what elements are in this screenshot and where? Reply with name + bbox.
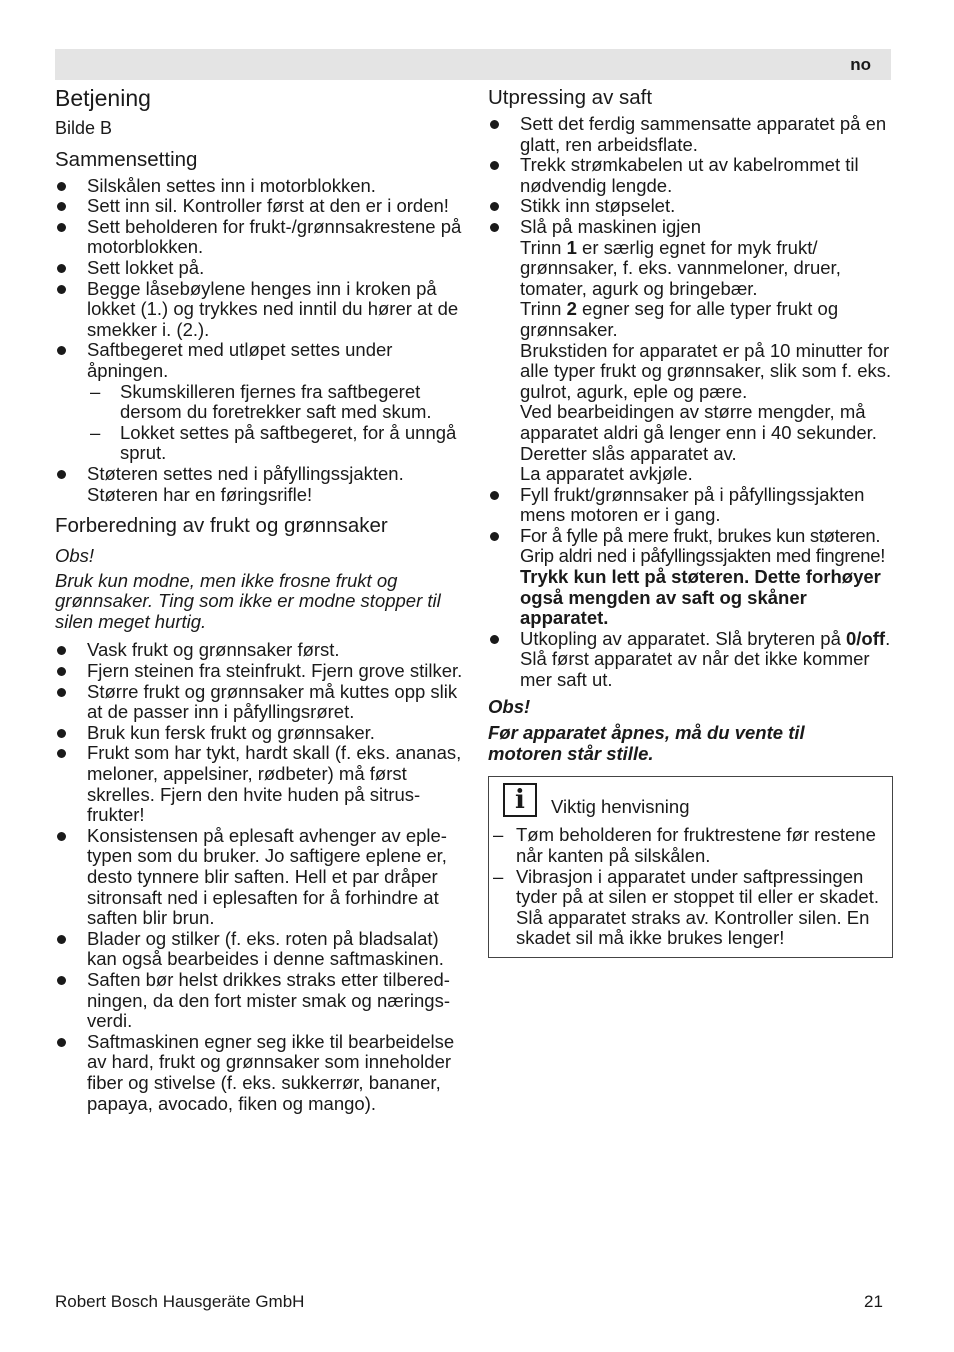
list-item: Bruk kun fersk frukt og grønnsaker. bbox=[55, 723, 465, 744]
list-item: Fyll frukt/grønnsaker på i påfyllingssjakten mens motoren er i gang. bbox=[488, 485, 893, 526]
speed-1-number: 1 bbox=[566, 236, 577, 258]
list-item: Sett beholderen for frukt-/grønnsakrestene på motorblokken. bbox=[55, 217, 465, 258]
assembly-heading: Sammensetting bbox=[55, 147, 198, 171]
list-item: Saftmaskinen egner seg ikke til bearbeidelse av hard, frukt og grønnsaker som inneholder fiber og stivelse (f. eks. sukkerrør, bananer, papaya, avocado, fiken og mango). bbox=[55, 1032, 465, 1114]
note-label: Obs! bbox=[55, 545, 95, 567]
figure-reference: Bilde B bbox=[55, 118, 113, 138]
sub-list-item: – Skumskilleren fjernes fra saftbegeret dersom du foretrekker saft med skum. bbox=[87, 382, 465, 423]
footer-company: Robert Bosch Hausgeräte GmbH bbox=[55, 1292, 305, 1311]
list-item: Trekk strømkabelen ut av kabelrommet til nødvendig lengde. bbox=[488, 155, 893, 196]
header-bar bbox=[55, 49, 891, 80]
list-item-text: For å fylle på mere frukt, brukes kun støteren. Grip aldri ned i påfyllingssjakten med fingrene! bbox=[520, 524, 886, 567]
left-column bbox=[55, 84, 465, 1114]
page-number: 21 bbox=[864, 1292, 883, 1311]
info-icon: i bbox=[503, 783, 537, 817]
juicing-list bbox=[488, 114, 893, 691]
list-item: Sett lokket på. bbox=[55, 258, 465, 279]
preparation-list bbox=[55, 640, 465, 1114]
list-item: Frukt som har tykt, hardt skall (f. eks. ananas, meloner, appelsiner, rødbeter) må først skrelles. Fjern den hvite huden på sitrus-frukter! bbox=[55, 743, 465, 825]
page-title: Betjening bbox=[55, 85, 151, 111]
list-item: Begge låsebøylene henges inn i kroken på lokket (1.) og trykkes ned inntil du hører at de smekker i. (2.). bbox=[55, 279, 465, 341]
list-item bbox=[488, 526, 893, 629]
right-column bbox=[488, 84, 893, 958]
list-item: Saften bør helst drikkes straks etter tilbered-ningen, da den fort mister smak og nærings-verdi. bbox=[55, 970, 465, 1032]
list-item bbox=[488, 217, 893, 485]
list-item-text: Saftbegeret med utløpet settes under åpningen. bbox=[87, 339, 393, 381]
notice-header bbox=[503, 783, 888, 817]
notice-item: – Vibrasjon i apparatet under saftpressingen tyder på at silen er stoppet til eller er skadet. Slå apparatet straks av. Kontroller silen. En skadet sil må ikke brukes lenger! bbox=[493, 867, 888, 949]
preparation-heading: Forberedning av frukt og grønnsaker bbox=[55, 514, 388, 538]
cool-down-text: La apparatet avkjøle. bbox=[520, 463, 693, 485]
note-text: Bruk kun modne, men ikke frosne frukt og grønnsaker. Ting som ikke er modne stopper til silen meget hurtig. bbox=[55, 569, 441, 632]
sub-list-item: – Lokket settes på saftbegeret, for å unngå sprut. bbox=[87, 423, 465, 464]
notice-list bbox=[493, 825, 888, 949]
usage-limit-text: Ved bearbeidingen av større mengder, må apparatet aldri gå lenger enn i 40 sekunder. Deretter slås apparatet av. bbox=[520, 401, 877, 464]
important-notice-box bbox=[488, 776, 893, 958]
list-item: Konsistensen på eplesaft avhenger av eple-typen som du bruker. Jo saftigere eplene er, desto tynnere blir saften. Hell et par dråper sitronsaft ned i eplesaften for å forhindre at saften blir brun. bbox=[55, 826, 465, 929]
list-item bbox=[488, 629, 893, 691]
list-item-text: Slå på maskinen igjen bbox=[520, 215, 701, 237]
list-item: Sett inn sil. Kontroller først at den er i orden! bbox=[55, 196, 465, 217]
juicing-heading: Utpressing av saft bbox=[488, 86, 653, 109]
list-item: Fjern steinen fra steinfrukt. Fjern grove stilker. bbox=[55, 661, 465, 682]
list-item: Stikk inn støpselet. bbox=[488, 196, 893, 217]
speed-2-number: 2 bbox=[566, 298, 577, 320]
note-text: Før apparatet åpnes, må du vente til motoren står stille. bbox=[488, 722, 805, 764]
list-item-text: Utkopling av apparatet. Slå bryteren på 0/off. bbox=[520, 627, 891, 649]
list-item: Blader og stilker (f. eks. roten på bladsalat) kan også bearbeides i denne saftmaskinen. bbox=[55, 929, 465, 970]
switch-off-note: Slå først apparatet av når det ikke kommer mer saft ut. bbox=[520, 648, 870, 691]
speed-1-text: Trinn 1 er særlig egnet for myk frukt/ grønnsaker, f. eks. vannmeloner, druer, tomater, agurk og bringebær. bbox=[520, 236, 841, 299]
notice-item: – Tøm beholderen for fruktrestene før restene når kanten på silskålen. bbox=[493, 825, 888, 866]
list-item bbox=[55, 340, 465, 464]
note-label: Obs! bbox=[488, 695, 531, 717]
sub-list bbox=[87, 382, 465, 464]
language-code: no bbox=[850, 55, 871, 74]
assembly-list bbox=[55, 176, 465, 506]
list-item: Silskålen settes inn i motorblokken. bbox=[55, 176, 465, 197]
notice-title: Viktig henvisning bbox=[551, 796, 690, 818]
bold-warning-text: Trykk kun lett på støteren. Dette forhøyer også mengden av saft og skåner apparatet. bbox=[520, 566, 881, 629]
speed-2-text: Trinn 2 egner seg for alle typer frukt og grønnsaker. bbox=[520, 298, 839, 340]
switch-position: 0/off bbox=[846, 627, 886, 649]
list-item: Støteren settes ned i påfyllingssjakten. Støteren har en føringsrifle! bbox=[55, 464, 465, 505]
list-item: Større frukt og grønnsaker må kuttes opp slik at de passer inn i påfyllingsrøret. bbox=[55, 682, 465, 723]
list-item: Vask frukt og grønnsaker først. bbox=[55, 640, 465, 661]
usage-time-text: Brukstiden for apparatet er på 10 minutter for alle typer frukt og grønnsaker, slik som f. eks. gulrot, agurk, eple og pære. bbox=[520, 339, 892, 402]
list-item: Sett det ferdig sammensatte apparatet på en glatt, ren arbeidsflate. bbox=[488, 114, 893, 155]
